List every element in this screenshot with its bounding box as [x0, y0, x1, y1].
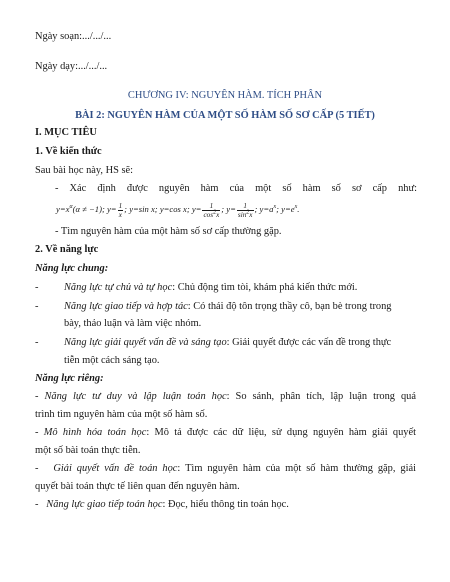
rieng-item-3-cont: quyết bài toán thực tế liên quan đến nguyên hàm.: [35, 481, 240, 492]
formula-line: $y=x^\alpha(\alpha \ne -1)$; y= $\frac{1}{x}$ ; y=sin x; y=cos x; y= $\frac{1}{\cos^2x}$ ; y= $\frac{1}{\sin^2x}$ ; $y=a^x$; $y=e^x$.: [56, 201, 300, 219]
dash: -: [35, 301, 39, 312]
nang-luc-chung-heading: Năng lực chung:: [35, 263, 109, 274]
nang-luc-rieng-heading: Năng lực riêng:: [35, 373, 104, 384]
formula-cos: y=cos x: [159, 204, 187, 214]
ngay-day: Ngày dạy:.../.../...: [35, 61, 108, 72]
rieng-item-2: - Mô hình hóa toán học: Mô tả được các dữ liệu, sử dụng nguyên hàm giải quyết: [35, 427, 416, 438]
kien-thuc-bullet-2: - Tìm nguyên hàm của một hàm số sơ cấp thường gặp.: [55, 226, 282, 237]
chapter-title: CHƯƠNG IV: NGUYÊN HÀM. TÍCH PHÂN: [127, 90, 323, 101]
ngay-soan: Ngày soạn:.../.../...: [35, 31, 112, 42]
lesson-title: BÀI 2: NGUYÊN HÀM CỦA MỘT SỐ HÀM SỐ SƠ CẤP (5 TIẾT): [75, 110, 375, 121]
chung-item-1: Năng lực tự chủ và tự học: Chủ động tìm tòi, khám phá kiến thức mới.: [64, 282, 358, 293]
formula-sin: y=sin x: [129, 204, 155, 214]
formula-power: y=x: [56, 204, 70, 214]
chung-item-3: Năng lực giải quyết vấn đề và sáng tạo: Giải quyết được các vấn đề trong thực: [64, 337, 392, 348]
dash: -: [35, 282, 39, 293]
rieng-item-1: - Năng lực tư duy và lập luận toán học: So sánh, phân tích, lập luận trong quá: [35, 391, 416, 402]
formula-exponential-a: y=a: [259, 204, 274, 214]
chung-item-2-cont: bày, thảo luận và làm việc nhóm.: [64, 318, 202, 329]
subheading-nang-luc: 2. Về năng lực: [35, 244, 99, 255]
chung-item-2: Năng lực giao tiếp và hợp tác: Có thái độ tôn trọng thầy cô, bạn bè trong trong: [64, 301, 392, 312]
subheading-kien-thuc: 1. Về kiến thức: [35, 146, 102, 157]
rieng-item-4: - Năng lực giao tiếp toán học: Đọc, hiểu thông tin toán học.: [35, 499, 289, 510]
rieng-item-2-cont: một số bài toán thực tiễn.: [35, 445, 141, 456]
formula-power-condition: (α ≠ −1): [72, 204, 102, 214]
formula-power-exponent: α: [69, 204, 73, 211]
dash: -: [35, 337, 39, 348]
rieng-item-3: - Giải quyết vấn đề toán học: Tìm nguyên hàm của một số hàm thường gặp, giải: [35, 463, 417, 474]
formula-fraction-1-over-x: $\frac{1}{x}$: [118, 201, 123, 219]
chung-item-3-cont: tiễn một cách sáng tạo.: [64, 355, 160, 366]
section-heading-muc-tieu: I. MỤC TIÊU: [35, 127, 97, 138]
rieng-item-1-cont: trình tìm nguyên hàm của một số hàm số.: [35, 409, 208, 420]
formula-fraction-1-over-sin2: $\frac{1}{\sin^2x}$: [237, 201, 253, 219]
formula-exponential-e: y=e: [281, 204, 295, 214]
intro-text: Sau bài học này, HS sẽ:: [35, 165, 134, 176]
formula-fraction-1-over-cos2: $\frac{1}{\cos^2x}$: [203, 201, 220, 219]
kien-thuc-bullet-1: - Xác định được nguyên hàm của một số hàm số sơ cấp như:: [55, 183, 417, 194]
